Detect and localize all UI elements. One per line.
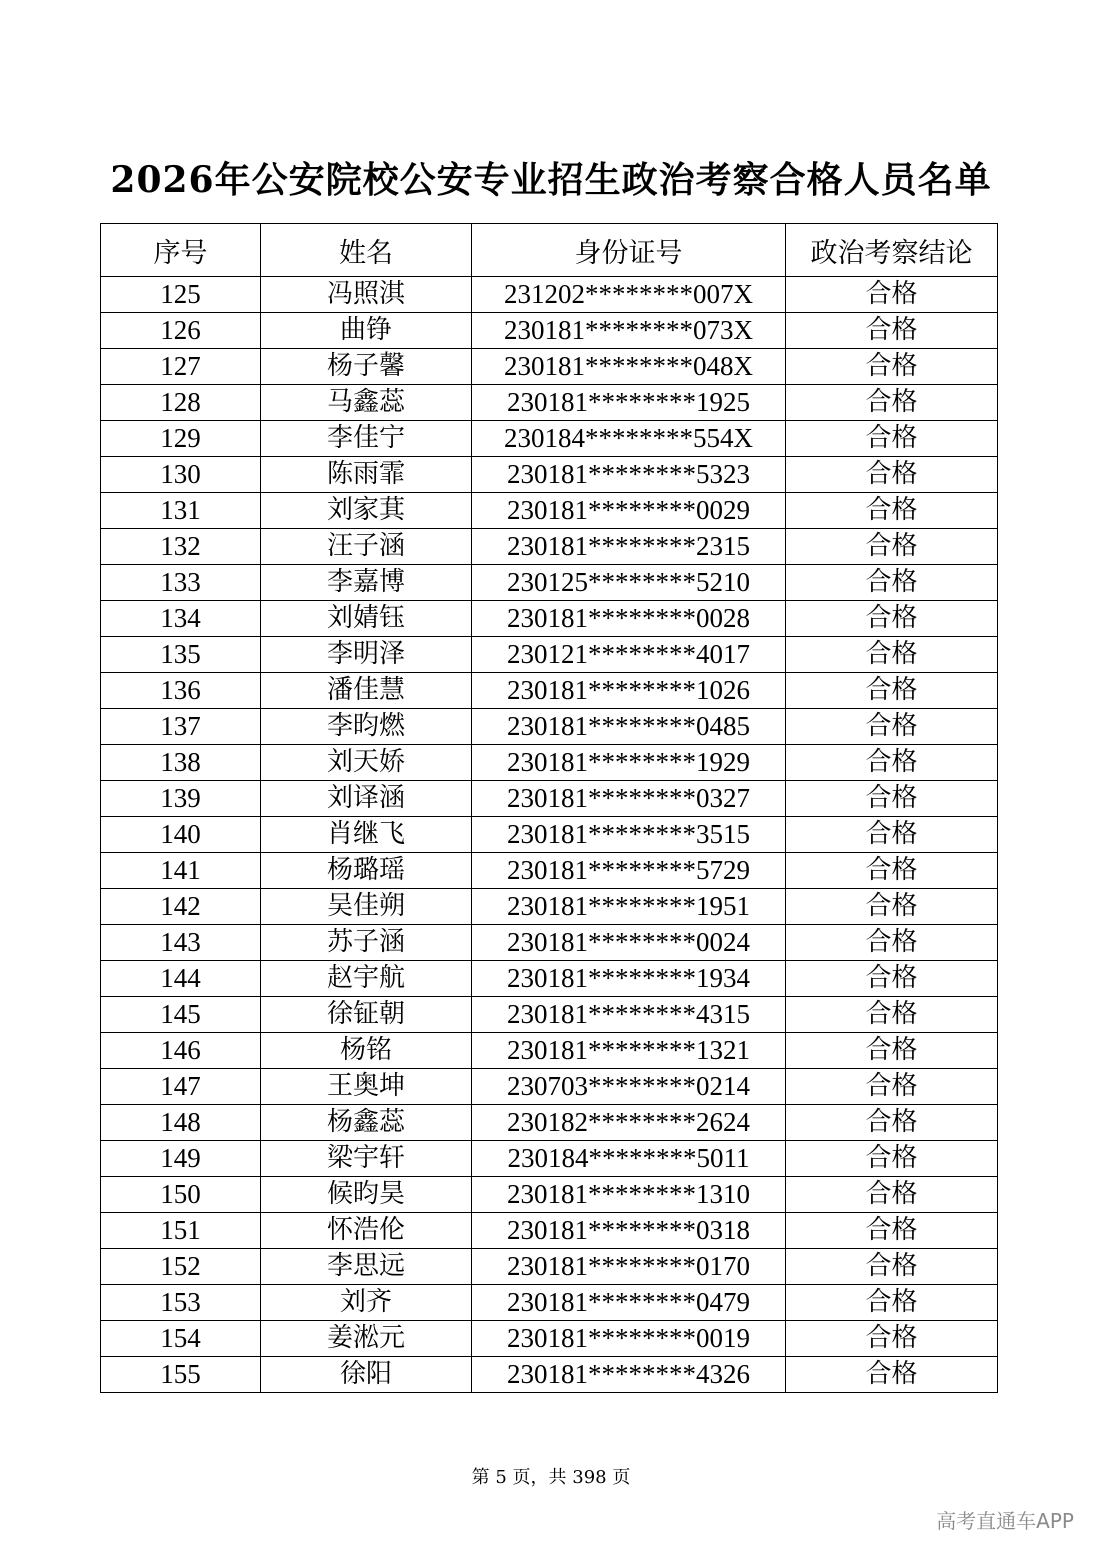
cell-name: 刘齐: [261, 1285, 472, 1321]
cell-id-number: 230181********4315: [472, 997, 786, 1033]
cell-id-number: 230181********073X: [472, 313, 786, 349]
cell-number: 126: [101, 313, 261, 349]
cell-id-number: 230181********0479: [472, 1285, 786, 1321]
table-header-row: [101, 224, 998, 277]
table-row: [101, 1141, 998, 1177]
table-row: [101, 1357, 998, 1393]
cell-result: 合格: [786, 781, 998, 817]
cell-number: 128: [101, 385, 261, 421]
cell-name: 潘佳慧: [261, 673, 472, 709]
table-row: [101, 349, 998, 385]
cell-name: 冯照淇: [261, 277, 472, 313]
table-row: [101, 1033, 998, 1069]
roster-table: [100, 223, 998, 1393]
cell-result: 合格: [786, 1177, 998, 1213]
cell-number: 148: [101, 1105, 261, 1141]
cell-id-number: 230181********1934: [472, 961, 786, 997]
cell-id-number: 230181********0318: [472, 1213, 786, 1249]
cell-number: 152: [101, 1249, 261, 1285]
cell-id-number: 230181********4326: [472, 1357, 786, 1393]
cell-id-number: 230181********0029: [472, 493, 786, 529]
column-header-result: 政治考察结论: [786, 224, 998, 277]
cell-result: 合格: [786, 745, 998, 781]
cell-number: 131: [101, 493, 261, 529]
cell-id-number: 230121********4017: [472, 637, 786, 673]
table-row: [101, 1321, 998, 1357]
cell-id-number: 230182********2624: [472, 1105, 786, 1141]
cell-number: 125: [101, 277, 261, 313]
cell-name: 汪子涵: [261, 529, 472, 565]
cell-id-number: 230181********1925: [472, 385, 786, 421]
cell-name: 李明泽: [261, 637, 472, 673]
table-row: [101, 961, 998, 997]
cell-result: 合格: [786, 961, 998, 997]
cell-id-number: 230125********5210: [472, 565, 786, 601]
cell-name: 王奥坤: [261, 1069, 472, 1105]
column-header-id: 身份证号: [472, 224, 786, 277]
cell-result: 合格: [786, 997, 998, 1033]
cell-number: 139: [101, 781, 261, 817]
table-body: [101, 277, 998, 1393]
page-title: 2026年公安院校公安专业招生政治考察合格人员名单: [110, 159, 992, 201]
table-row: [101, 601, 998, 637]
cell-name: 马鑫蕊: [261, 385, 472, 421]
page-footer: 第 5 页，共 398 页: [471, 1467, 631, 1488]
cell-number: 142: [101, 889, 261, 925]
cell-result: 合格: [786, 817, 998, 853]
cell-id-number: 230181********0019: [472, 1321, 786, 1357]
watermark-text: 高考直通车APP: [936, 1509, 1074, 1533]
cell-name: 刘译涵: [261, 781, 472, 817]
cell-id-number: 230181********1929: [472, 745, 786, 781]
cell-result: 合格: [786, 565, 998, 601]
cell-id-number: 230181********5729: [472, 853, 786, 889]
cell-result: 合格: [786, 493, 998, 529]
cell-number: 151: [101, 1213, 261, 1249]
column-header-name: 姓名: [261, 224, 472, 277]
cell-result: 合格: [786, 457, 998, 493]
cell-number: 155: [101, 1357, 261, 1393]
cell-id-number: 230181********3515: [472, 817, 786, 853]
cell-id-number: 230181********0485: [472, 709, 786, 745]
table-row: [101, 421, 998, 457]
cell-result: 合格: [786, 529, 998, 565]
cell-number: 127: [101, 349, 261, 385]
cell-name: 姜淞元: [261, 1321, 472, 1357]
cell-name: 苏子涵: [261, 925, 472, 961]
cell-name: 李佳宁: [261, 421, 472, 457]
cell-id-number: 230703********0214: [472, 1069, 786, 1105]
cell-name: 李嘉博: [261, 565, 472, 601]
cell-number: 132: [101, 529, 261, 565]
cell-result: 合格: [786, 1213, 998, 1249]
cell-number: 135: [101, 637, 261, 673]
cell-id-number: 230181********0028: [472, 601, 786, 637]
cell-name: 梁宇轩: [261, 1141, 472, 1177]
cell-id-number: 230181********0327: [472, 781, 786, 817]
cell-number: 143: [101, 925, 261, 961]
table-row: [101, 817, 998, 853]
cell-name: 李思远: [261, 1249, 472, 1285]
cell-id-number: 231202********007X: [472, 277, 786, 313]
cell-number: 154: [101, 1321, 261, 1357]
cell-result: 合格: [786, 349, 998, 385]
cell-result: 合格: [786, 385, 998, 421]
cell-id-number: 230181********0024: [472, 925, 786, 961]
cell-result: 合格: [786, 601, 998, 637]
cell-id-number: 230181********1951: [472, 889, 786, 925]
cell-name: 曲铮: [261, 313, 472, 349]
cell-number: 137: [101, 709, 261, 745]
cell-name: 陈雨霏: [261, 457, 472, 493]
table-row: [101, 457, 998, 493]
table-row: [101, 1249, 998, 1285]
table-row: [101, 1105, 998, 1141]
cell-number: 145: [101, 997, 261, 1033]
cell-name: 吴佳朔: [261, 889, 472, 925]
cell-id-number: 230181********048X: [472, 349, 786, 385]
cell-name: 刘婧钰: [261, 601, 472, 637]
cell-result: 合格: [786, 1105, 998, 1141]
cell-name: 刘家萁: [261, 493, 472, 529]
cell-result: 合格: [786, 1249, 998, 1285]
cell-number: 153: [101, 1285, 261, 1321]
table-row: [101, 313, 998, 349]
table-row: [101, 1069, 998, 1105]
cell-number: 133: [101, 565, 261, 601]
cell-result: 合格: [786, 313, 998, 349]
cell-name: 杨铭: [261, 1033, 472, 1069]
cell-name: 徐钲朝: [261, 997, 472, 1033]
cell-result: 合格: [786, 853, 998, 889]
column-header-number: 序号: [101, 224, 261, 277]
cell-id-number: 230181********2315: [472, 529, 786, 565]
cell-id-number: 230184********5011: [472, 1141, 786, 1177]
cell-number: 150: [101, 1177, 261, 1213]
cell-number: 138: [101, 745, 261, 781]
table-row: [101, 529, 998, 565]
table-row: [101, 1213, 998, 1249]
cell-number: 141: [101, 853, 261, 889]
cell-name: 杨子馨: [261, 349, 472, 385]
cell-name: 候昀昊: [261, 1177, 472, 1213]
cell-result: 合格: [786, 1069, 998, 1105]
cell-result: 合格: [786, 421, 998, 457]
cell-id-number: 230181********1321: [472, 1033, 786, 1069]
cell-name: 怀浩伦: [261, 1213, 472, 1249]
cell-result: 合格: [786, 637, 998, 673]
table-row: [101, 1285, 998, 1321]
table-row: [101, 637, 998, 673]
cell-result: 合格: [786, 709, 998, 745]
cell-id-number: 230181********1026: [472, 673, 786, 709]
cell-result: 合格: [786, 673, 998, 709]
table-row: [101, 385, 998, 421]
table-row: [101, 889, 998, 925]
table-row: [101, 853, 998, 889]
cell-result: 合格: [786, 277, 998, 313]
cell-name: 赵宇航: [261, 961, 472, 997]
cell-id-number: 230181********0170: [472, 1249, 786, 1285]
table-row: [101, 277, 998, 313]
table-row: [101, 709, 998, 745]
cell-number: 147: [101, 1069, 261, 1105]
cell-id-number: 230181********1310: [472, 1177, 786, 1213]
cell-result: 合格: [786, 1321, 998, 1357]
cell-result: 合格: [786, 1357, 998, 1393]
cell-id-number: 230181********5323: [472, 457, 786, 493]
cell-number: 140: [101, 817, 261, 853]
table-row: [101, 745, 998, 781]
cell-number: 130: [101, 457, 261, 493]
table-row: [101, 925, 998, 961]
cell-id-number: 230184********554X: [472, 421, 786, 457]
cell-name: 杨鑫蕊: [261, 1105, 472, 1141]
cell-number: 129: [101, 421, 261, 457]
cell-name: 徐阳: [261, 1357, 472, 1393]
table-row: [101, 493, 998, 529]
cell-name: 杨璐瑶: [261, 853, 472, 889]
table-row: [101, 997, 998, 1033]
table-row: [101, 673, 998, 709]
cell-number: 134: [101, 601, 261, 637]
table-row: [101, 565, 998, 601]
table-row: [101, 1177, 998, 1213]
cell-number: 146: [101, 1033, 261, 1069]
cell-number: 144: [101, 961, 261, 997]
table-row: [101, 781, 998, 817]
cell-result: 合格: [786, 889, 998, 925]
cell-result: 合格: [786, 925, 998, 961]
cell-name: 肖继飞: [261, 817, 472, 853]
cell-result: 合格: [786, 1285, 998, 1321]
cell-name: 李昀燃: [261, 709, 472, 745]
cell-number: 149: [101, 1141, 261, 1177]
cell-result: 合格: [786, 1033, 998, 1069]
cell-result: 合格: [786, 1141, 998, 1177]
cell-name: 刘天娇: [261, 745, 472, 781]
cell-number: 136: [101, 673, 261, 709]
